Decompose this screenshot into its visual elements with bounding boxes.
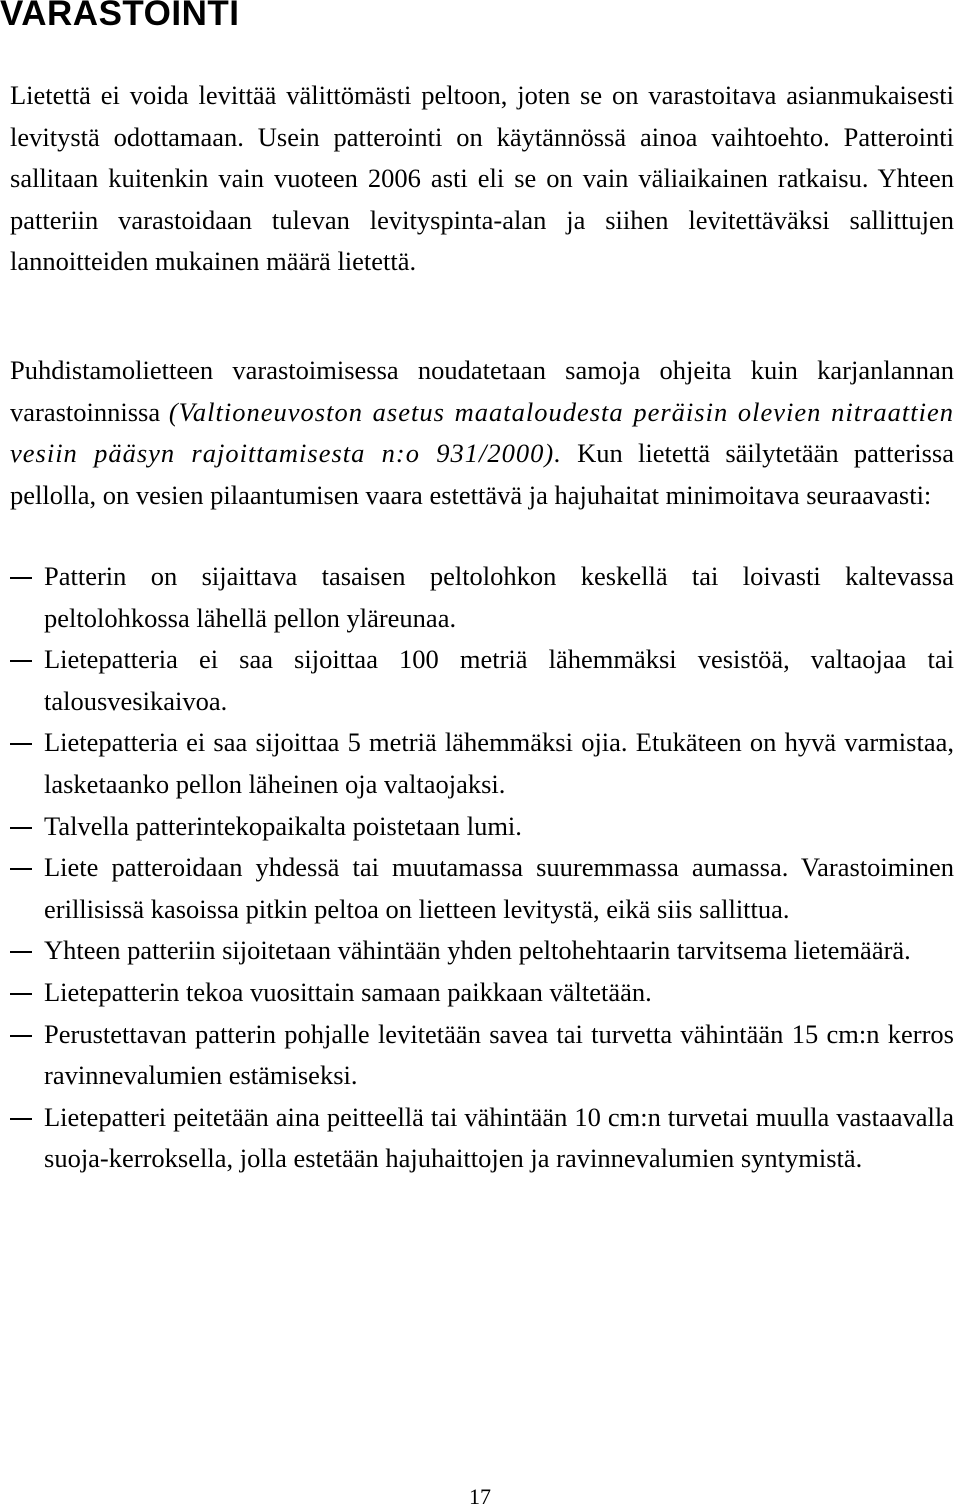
storage-rules-list <box>10 556 954 1180</box>
list-item <box>10 639 954 722</box>
dash-bullet-icon <box>10 1035 32 1037</box>
dash-bullet-icon <box>10 951 32 953</box>
sludge-storage-paragraph <box>10 350 954 516</box>
section-heading: VARASTOINTI <box>0 0 240 33</box>
intro-paragraph: Lietettä ei voida levittää välittömästi peltoon, joten se on varastoitava asianmukaisesti levitystä odottamaan. Usein patterointi on käytännössä ainoa vaihtoehto. Patterointi sallitaan kuitenkin vain vuoteen 2006 asti eli se on vain väliaikainen ratkaisu. Yhteen patteriin varastoidaan tulevan levityspinta-alan ja siihen levitettäväksi sallittujen lannoitteiden mukainen määrä lietettä. <box>10 80 954 277</box>
dash-bullet-icon <box>10 743 32 745</box>
list-item <box>10 1014 954 1097</box>
list-item-text: Patterin on sijaittava tasaisen peltolohkon keskellä tai loivasti kaltevassa peltolohkossa lähellä pellon yläreunaa. <box>44 561 954 633</box>
list-item-text: Liete patteroidaan yhdessä tai muutamassa suuremmassa aumassa. Varastoiminen erillisissä kasoissa pitkin peltoa on lietteen levitystä, eikä siis sallittua. <box>44 852 954 924</box>
list-item-text: Perustettavan patterin pohjalle levitetään savea tai turvetta vähintään 15 cm:n kerros ravinnevalumien estämiseksi. <box>44 1018 954 1091</box>
dash-bullet-icon <box>10 577 32 579</box>
list-item-text: Yhteen patteriin sijoitetaan vähintään yhden peltohehtaarin tarvitsema lietemäärä. <box>44 935 911 966</box>
dash-bullet-icon <box>10 827 32 829</box>
list-item-text: Lietepatteria ei saa sijoittaa 100 metriä lähemmäksi vesistöä, valtaojaa tai talousvesikaivoa. <box>44 644 954 716</box>
list-item <box>10 806 954 848</box>
list-item <box>10 556 954 639</box>
page-number: 17 <box>469 1484 491 1509</box>
list-item-text: Lietepatterin tekoa vuosittain samaan paikkaan vältetään. <box>44 976 652 1007</box>
list-item-text: Talvella patterintekopaikalta poistetaan lumi. <box>44 810 522 841</box>
dash-bullet-icon <box>10 868 32 870</box>
list-item-text: Lietepatteria ei saa sijoittaa 5 metriä lähemmäksi ojia. Etukäteen on hyvä varmistaa, lasketaanko pellon läheinen oja valtaojaksi. <box>44 727 954 799</box>
paragraph-lead-text: Puhdistamolietteen varastoimisessa noudatetaan samoja ohjeita kuin karjanlannan varastoinnissa <box>10 355 954 427</box>
dash-bullet-icon <box>10 1118 32 1120</box>
list-item <box>10 930 954 972</box>
list-item <box>10 847 954 930</box>
dash-bullet-icon <box>10 660 32 662</box>
list-item <box>10 972 954 1014</box>
regulation-citation: (Valtioneuvoston asetus maataloudesta peräisin olevien nitraattien vesiin pääsyn rajoittamisesta n:o 931/2000). <box>10 396 954 469</box>
paragraph-tail-text: Kun lietettä säilytetään patterissa pellolla, on vesien pilaantumisen vaara estettävä ja hajuhaitat minimoitava seuraavasti: <box>10 438 954 510</box>
list-item <box>10 1097 954 1180</box>
list-item-text: Lietepatteri peitetään aina peitteellä tai vähintään 10 cm:n turvetai muulla vastaavalla suoja-kerroksella, jolla estetään hajuhaittojen ja ravinnevalumien syntymistä. <box>44 1101 954 1174</box>
dash-bullet-icon <box>10 993 32 995</box>
list-item <box>10 722 954 805</box>
